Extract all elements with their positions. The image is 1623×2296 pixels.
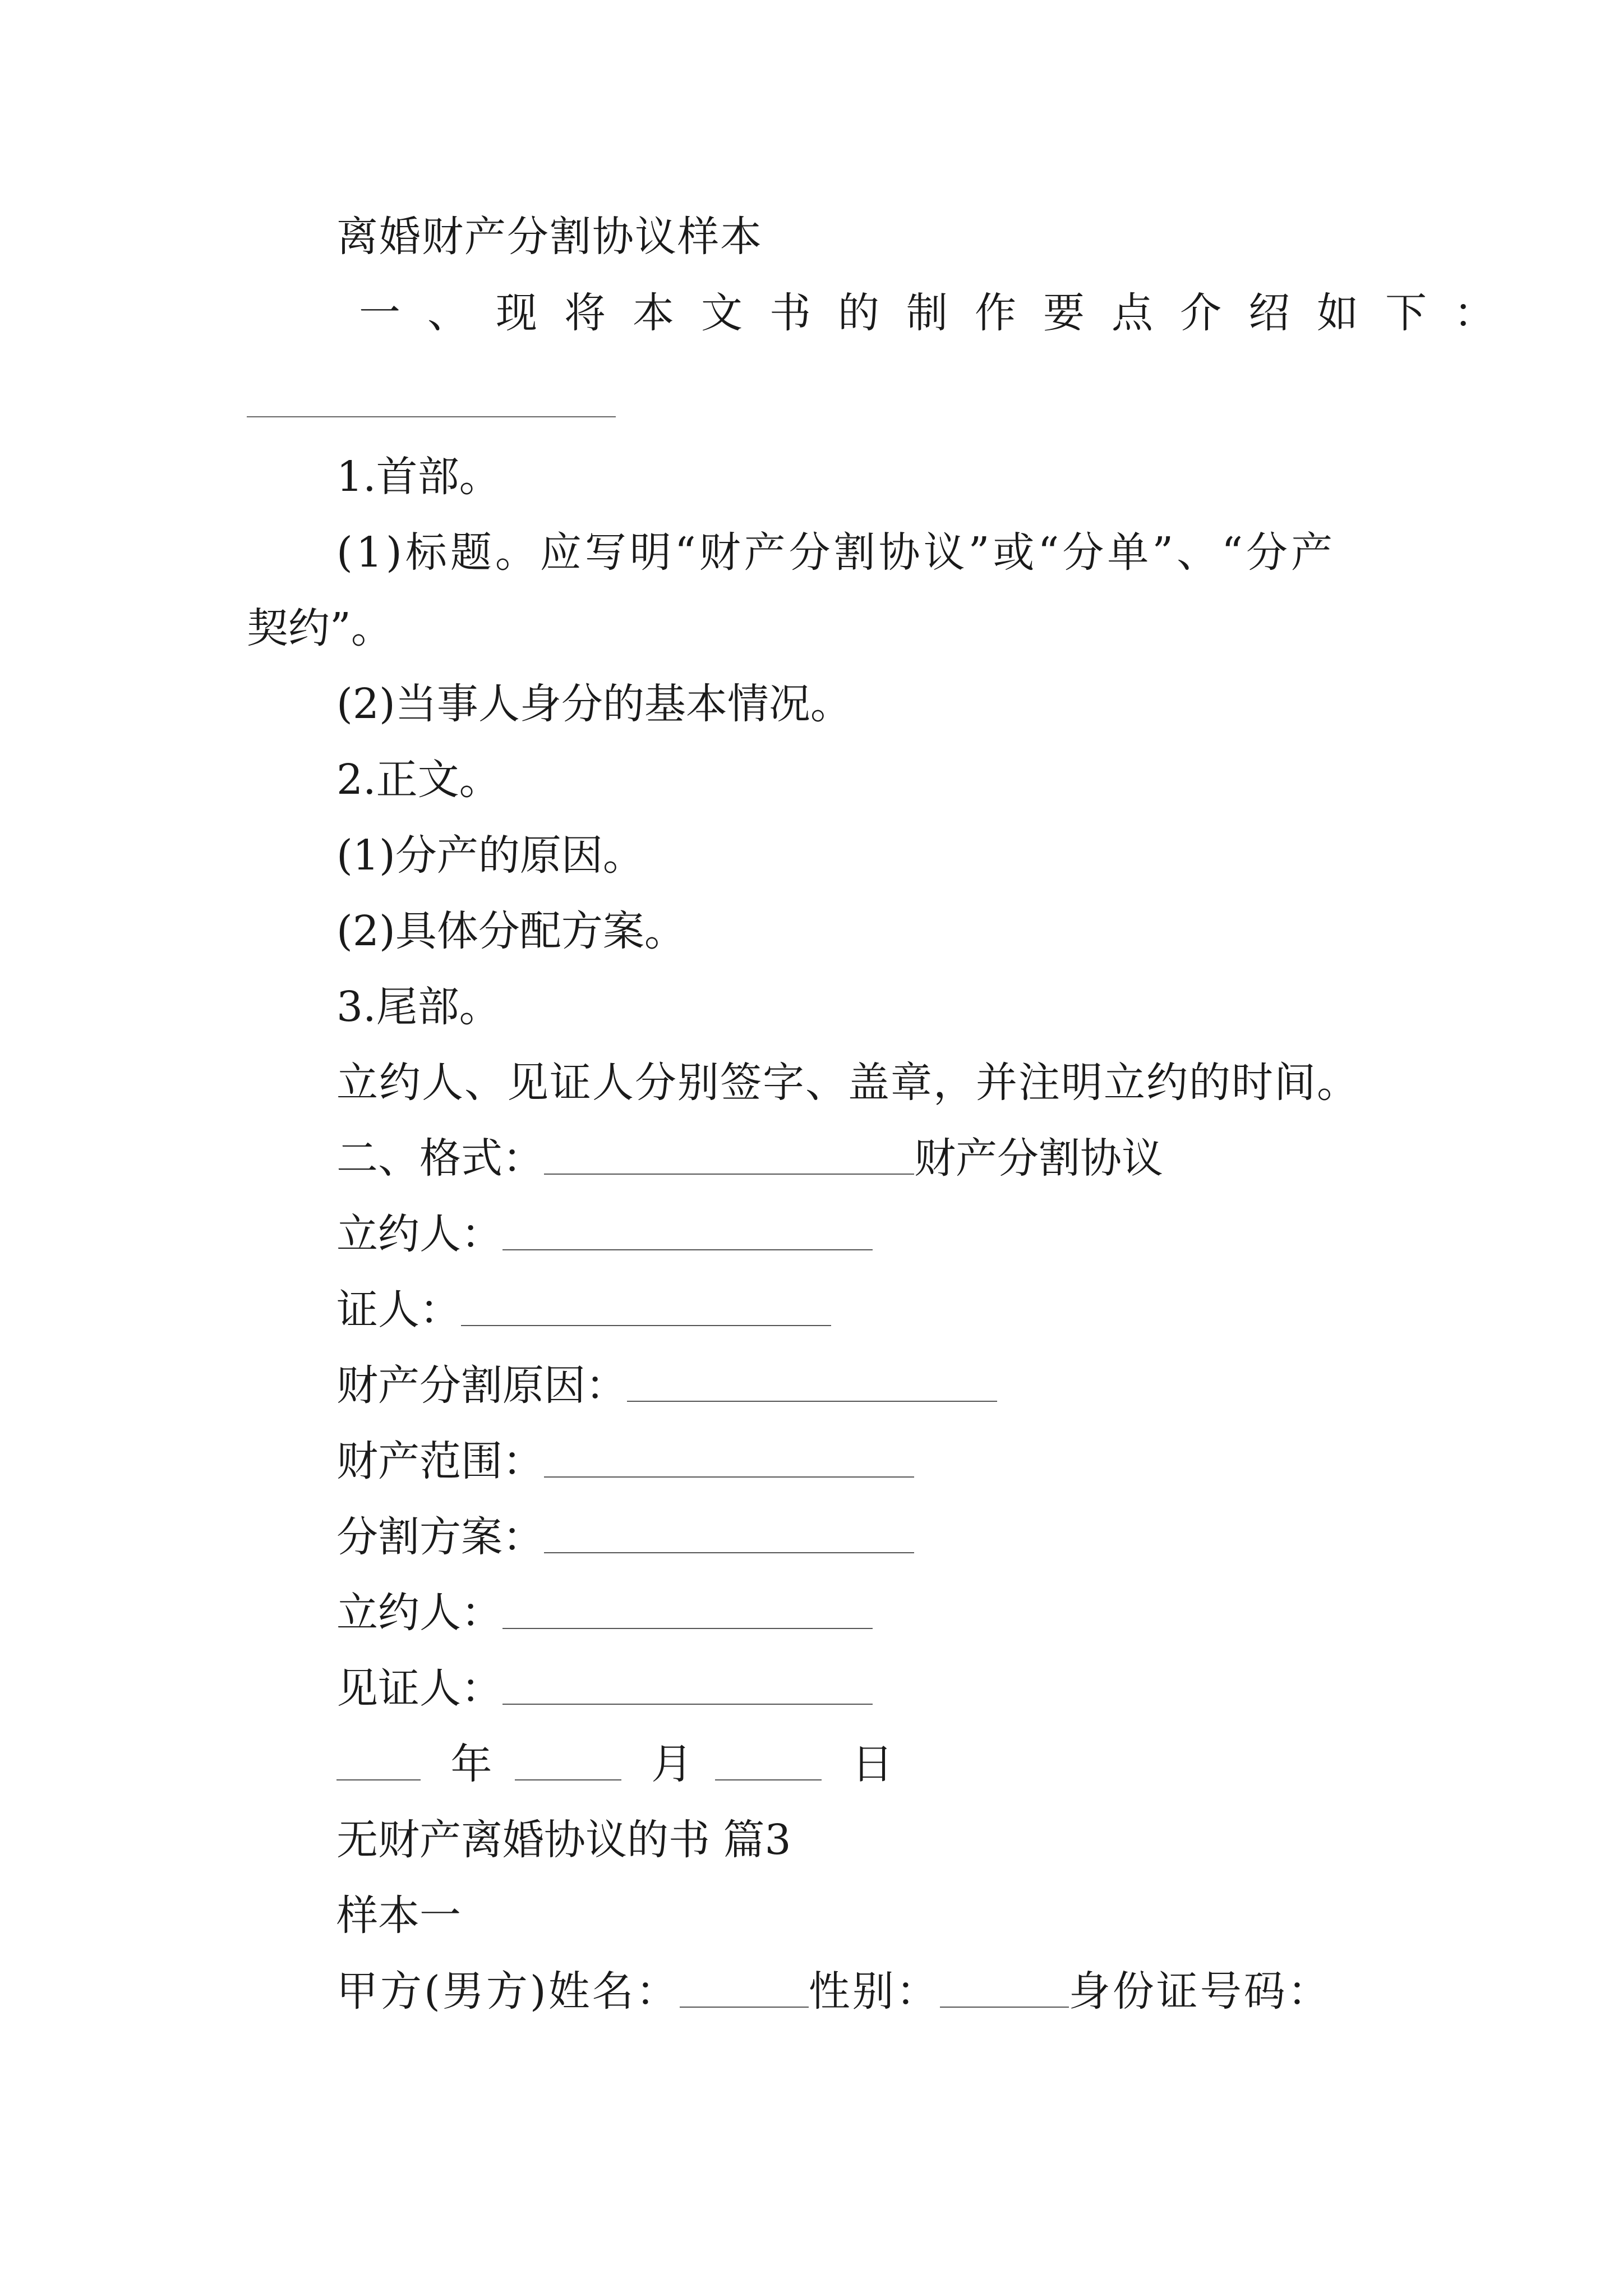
section-head-2: 2.正文。	[336, 756, 501, 804]
format-line	[336, 1130, 1163, 1186]
field-plan-blank[interactable]	[544, 1519, 914, 1553]
format-blank[interactable]	[544, 1140, 914, 1175]
year-label: 年	[450, 1740, 492, 1788]
paragraph-party-info: (2)当事人身分的基本情况。	[336, 680, 852, 728]
document-title: 离婚财产分割协议样本	[336, 213, 763, 261]
date-line	[336, 1736, 893, 1792]
party-a-gender-blank[interactable]	[940, 1973, 1069, 2008]
day-blank[interactable]	[715, 1746, 822, 1780]
party-a-gender-label: 性别：	[808, 1967, 940, 2016]
party-a-line	[336, 1963, 1331, 2019]
field-party-blank[interactable]	[502, 1216, 873, 1250]
paragraph-plan: (2)具体分配方案。	[336, 907, 686, 955]
format-label: 二、格式：	[336, 1134, 544, 1182]
paragraph-title-rule-cont: 契约”。	[247, 604, 393, 652]
field-scope	[336, 1433, 914, 1489]
paragraph-title-rule: (1)标题。应写明“财产分割协议”或“分单”、“分产	[336, 528, 1336, 577]
section-head-3: 3.尾部。	[336, 983, 501, 1031]
field-party-2	[336, 1585, 873, 1641]
party-a-name-label: 甲方(男方)姓名：	[336, 1967, 680, 2016]
sample-title: 样本一	[336, 1892, 461, 1940]
field-party-2-label: 立约人：	[336, 1589, 502, 1637]
month-label: 月	[651, 1740, 693, 1788]
field-party-2-blank[interactable]	[502, 1594, 873, 1629]
paragraph-signing: 立约人、见证人分别签字、盖章，并注明立约的时间。	[336, 1059, 1359, 1107]
field-scope-blank[interactable]	[544, 1443, 914, 1478]
field-reason-blank[interactable]	[627, 1367, 997, 1402]
year-blank[interactable]	[336, 1746, 421, 1780]
intro-line: 一、现将本文书的制作要点介绍如下：	[359, 289, 1522, 337]
day-label: 日	[851, 1740, 893, 1788]
field-scope-label: 财产范围：	[336, 1437, 544, 1485]
field-witness-2-blank[interactable]	[502, 1670, 873, 1705]
field-party-label: 立约人：	[336, 1210, 502, 1258]
field-plan-label: 分割方案：	[336, 1513, 544, 1561]
party-a-id-label: 身份证号码：	[1068, 1967, 1331, 2016]
paragraph-reason: (1)分产的原因。	[336, 831, 644, 880]
field-reason	[336, 1358, 997, 1414]
field-plan	[336, 1509, 914, 1565]
section-head-1: 1.首部。	[336, 453, 501, 501]
field-witness-label: 证人：	[336, 1286, 461, 1334]
month-blank[interactable]	[515, 1746, 621, 1780]
section-title: 无财产离婚协议的书 篇3	[336, 1816, 791, 1864]
field-witness-blank[interactable]	[461, 1291, 831, 1326]
blank-rule	[247, 416, 616, 417]
field-witness-2	[336, 1660, 873, 1717]
format-suffix: 财产分割协议	[914, 1134, 1163, 1182]
field-reason-label: 财产分割原因：	[336, 1361, 627, 1410]
field-party	[336, 1206, 873, 1262]
field-witness	[336, 1282, 831, 1338]
field-witness-2-label: 见证人：	[336, 1664, 502, 1713]
party-a-name-blank[interactable]	[680, 1973, 809, 2008]
